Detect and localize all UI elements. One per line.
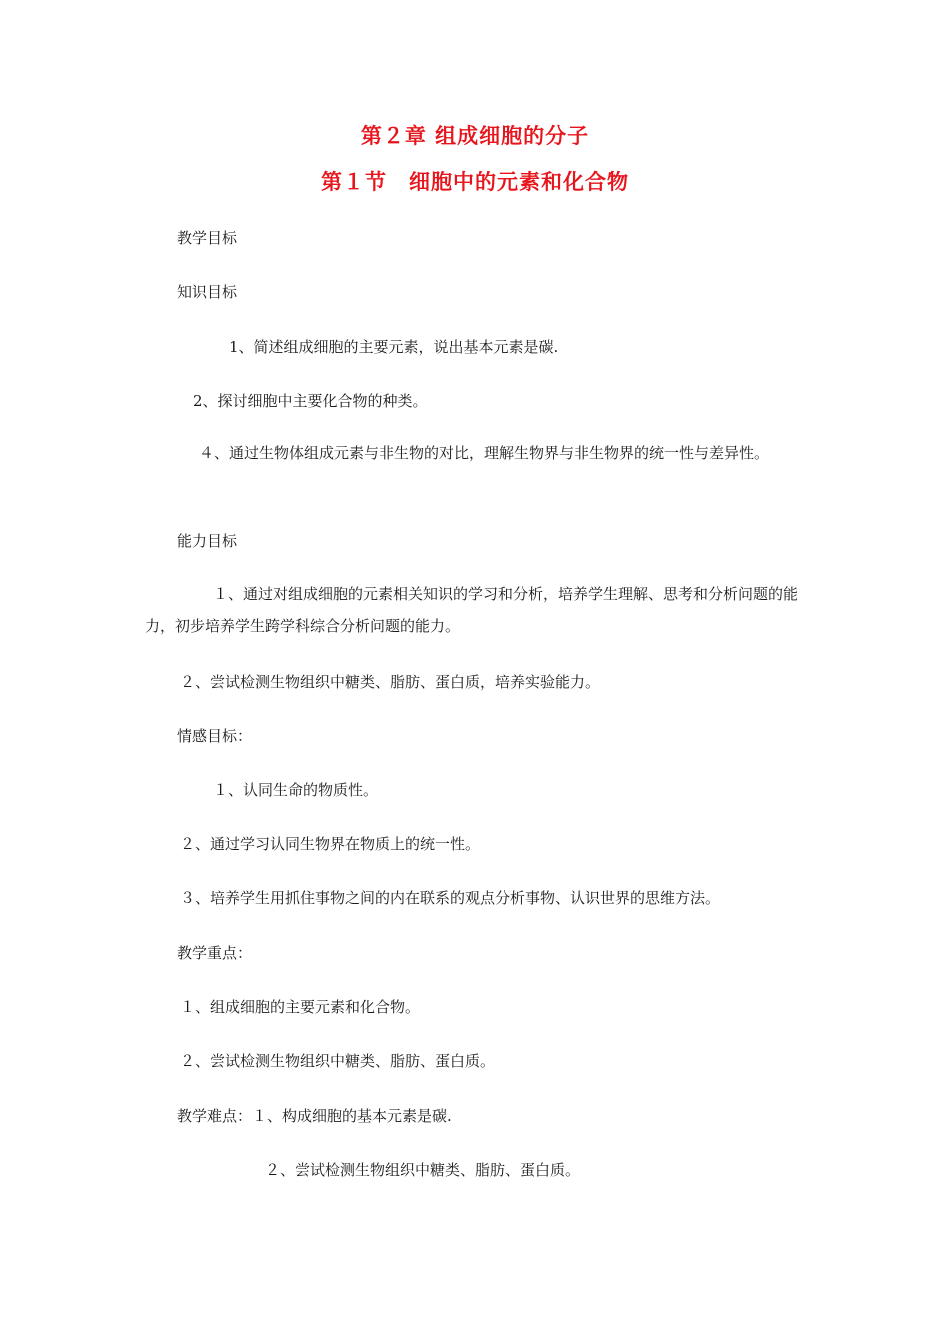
emotion-item-1: １、认同生命的物质性。 <box>213 781 379 799</box>
difficulty-line-2: ２、尝试检测生物组织中糖类、脂肪、蛋白质。 <box>265 1161 581 1179</box>
difficulty-line-1: 教学难点：１、构成细胞的基本元素是碳. <box>177 1107 452 1125</box>
emotion-item-3: ３、培养学生用抓住事物之间的内在联系的观点分析事物、认识世界的思维方法。 <box>180 889 721 907</box>
knowledge-item-4: ４、通过生物体组成元素与非生物的对比，理解生物界与非生物界的统一性与差异性。 <box>199 444 770 462</box>
knowledge-goals-heading: 知识目标 <box>177 283 238 301</box>
ability-goals-heading: 能力目标 <box>177 532 238 550</box>
emotion-goals-heading: 情感目标： <box>177 727 253 745</box>
teaching-goals-heading: 教学目标 <box>177 229 238 247</box>
ability-item-1: １、通过对组成细胞的元素相关知识的学习和分析，培养学生理解、思考和分析问题的能力，初步培养学生跨学科综合分析问题的能力。 <box>145 585 799 635</box>
ability-item-2: ２、尝试检测生物组织中糖类、脂肪、蛋白质，培养实验能力。 <box>180 673 601 691</box>
section-title: 第１节 细胞中的元素和化合物 <box>321 170 629 194</box>
key-point-2: ２、尝试检测生物组织中糖类、脂肪、蛋白质。 <box>180 1052 496 1070</box>
knowledge-item-2: 2、探讨细胞中主要化合物的种类。 <box>193 392 428 410</box>
key-point-1: １、组成细胞的主要元素和化合物。 <box>180 998 421 1016</box>
chapter-title: 第２章 组成细胞的分子 <box>360 124 590 148</box>
key-points-heading: 教学重点： <box>177 944 253 962</box>
knowledge-item-1: 1、简述组成细胞的主要元素，说出基本元素是碳. <box>229 338 559 356</box>
emotion-item-2: ２、通过学习认同生物界在物质上的统一性。 <box>180 835 481 853</box>
